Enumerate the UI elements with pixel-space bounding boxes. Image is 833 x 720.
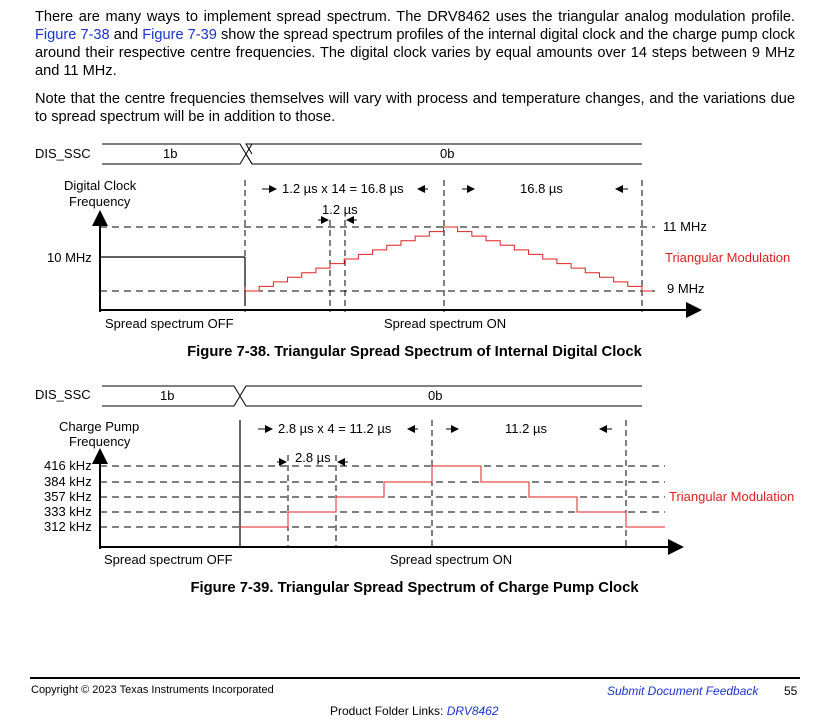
period-label: 2.8 µs x 4 = 11.2 µs (278, 421, 392, 436)
state-1b-label: 1b (160, 388, 175, 403)
triangular-modulation-label: Triangular Modulation (669, 489, 795, 504)
level-384-label: 384 kHz (44, 474, 92, 489)
spread-on-label: Spread spectrum ON (390, 552, 513, 567)
digital-clock-staircase (245, 227, 652, 291)
paragraph-text: There are many ways to implement spread spectrum. The DRV8462 uses the triangular analog modulation profile. (35, 9, 795, 25)
step-label: 2.8 µs (295, 450, 331, 465)
dis-ssc-label: DIS_SSC (35, 387, 91, 402)
half-period-label: 16.8 µs (520, 181, 563, 196)
period-label: 1.2 µs x 14 = 16.8 µs (282, 181, 404, 196)
triangular-modulation-label: Triangular Modulation (665, 250, 791, 265)
level-9mhz-label: 9 MHz (667, 281, 705, 296)
spread-on-label: Spread spectrum ON (384, 316, 507, 331)
figure-7-39-caption: Figure 7-39. Triangular Spread Spectrum of Charge Pump Clock (190, 580, 639, 596)
y-axis-label-line2: Frequency (69, 194, 131, 209)
submit-feedback-link[interactable]: Submit Document Feedback (607, 684, 759, 698)
y-axis-label-line2: Frequency (69, 434, 131, 449)
note-paragraph: Note that the centre frequencies themselves will vary with process and temperature changes, and the variations due to spread spectrum will be in addition to those. (35, 91, 795, 125)
state-0b-label: 0b (428, 388, 443, 403)
figure-7-39-link[interactable]: Figure 7-39 (142, 27, 217, 43)
y-axis-label-line1: Digital Clock (64, 178, 137, 193)
level-416-label: 416 kHz (44, 458, 92, 473)
dis-ssc-label: DIS_SSC (35, 146, 91, 161)
spread-off-label: Spread spectrum OFF (104, 552, 233, 567)
level-333-label: 333 kHz (44, 504, 92, 519)
spread-off-label: Spread spectrum OFF (105, 316, 234, 331)
digital-clock-diagram (0, 140, 833, 340)
figure-7-38-caption: Figure 7-38. Triangular Spread Spectrum of Internal Digital Clock (187, 344, 642, 360)
level-312-label: 312 kHz (44, 519, 92, 534)
state-1b-label: 1b (163, 146, 178, 161)
state-0b-label: 0b (440, 146, 455, 161)
product-folder-links (330, 704, 499, 718)
page-number: 55 (784, 684, 798, 698)
step-label: 1.2 µs (322, 202, 358, 217)
level-11mhz-label: 11 MHz (663, 219, 707, 234)
charge-pump-diagram (0, 380, 833, 570)
paragraph-text: and (109, 27, 143, 43)
level-357-label: 357 kHz (44, 489, 92, 504)
intro-paragraph (35, 8, 795, 80)
footer-divider (30, 677, 800, 679)
figure-7-38-link[interactable]: Figure 7-38 (35, 27, 110, 43)
level-10mhz-label: 10 MHz (47, 250, 92, 265)
drv8462-link[interactable]: DRV8462 (446, 704, 499, 718)
y-axis-label-line1: Charge Pump (59, 419, 140, 434)
paragraph-text: show the spread spectrum profiles of the internal digital clock and the charge pump clock around their respective centre frequencies. The digital clock varies by equal amounts over 14 steps between 9 MHz and 11 MHz. (35, 27, 795, 79)
copyright-text: Copyright © 2023 Texas Instruments Incorporated (31, 684, 274, 696)
folder-prefix: Product Folder Links: (330, 704, 447, 718)
half-period-label: 11.2 µs (505, 421, 547, 436)
